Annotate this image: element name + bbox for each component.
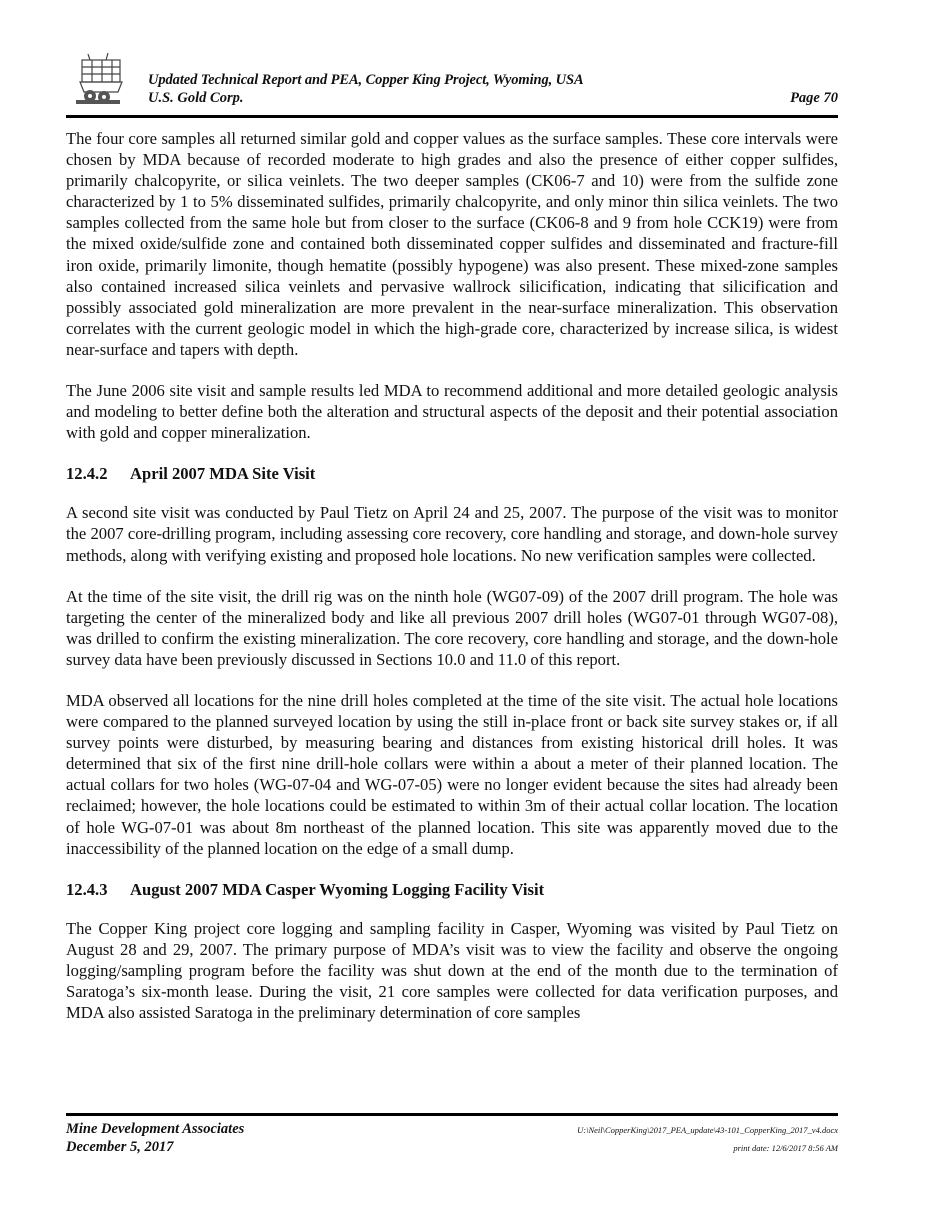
section-number: 12.4.2 [66,464,108,484]
report-title: Updated Technical Report and PEA, Copper King Project, Wyoming, USA [148,72,584,88]
page-header [66,52,838,116]
section-heading-12-4-3 [66,879,838,900]
paragraph-core-samples: The four core samples all returned similar gold and copper values as the surface samples. These core intervals were chosen by MDA because of recorded moderate to high grades and also the presence of either copper sulfides, primarily chalcopyrite, or silica veinlets. The two deeper samples (CK06-7 and 10) were from the sulfide zone characterized by 1 to 5% disseminated sulfides, primarily chalcopyrite, and only minor thin silica veinlets. The two samples collected from the same hole but from closer to the surface (CK06-8 and 9 from hole CCK19) were from the mixed oxide/sulfide zone and contained both disseminated copper sulfides and disseminated and fracture-fill iron oxide, primarily limonite, though hematite (possibly hypogene) was also present. These mixed-zone samples also contained increased silica veinlets and pervasive wallrock silicification, indicating that silicification and possibly associated gold mineralization are more prevalent in the near-surface mineralization. This observation correlates with the current geologic model in which the high-grade core, characterized by increase silica, is widest near-surface and tapers with depth. [66,129,838,359]
footer-divider [66,1113,838,1116]
header-divider [66,115,838,118]
paragraph-june-2006-visit: The June 2006 site visit and sample results led MDA to recommend additional and more detailed geologic analysis and modeling to better define both the alteration and structural aspects of the deposit and their potential association with gold and copper mineralization. [66,381,838,443]
footer-print-date: print date: 12/6/2017 8:56 AM [733,1143,838,1153]
mining-cart-logo-icon [68,52,130,112]
section-title: April 2007 MDA Site Visit [130,464,316,484]
paragraph-second-site-visit: A second site visit was conducted by Paul Tietz on April 24 and 25, 2007. The purpose of the visit was to monitor the 2007 core-drilling program, including assessing core recovery, core handling and storage, and down-hole survey methods, along with verifying existing and proposed hole locations. No new verification samples were collected. [66,503,838,565]
footer-date: December 5, 2017 [66,1139,174,1155]
paragraph-casper-facility: The Copper King project core logging and sampling facility in Casper, Wyoming was visited by Paul Tietz on August 28 and 29, 2007. The primary purpose of MDA’s visit was to view the facility and observe the ongoing logging/sampling program before the facility was shut down at the end of the month due to the termination of Saratoga’s six-month lease. During the visit, 21 core samples were collected for data verification purposes, and MDA also assisted Saratoga in the preliminary determination of core samples [66,918,838,1023]
paragraph-drill-rig: At the time of the site visit, the drill rig was on the ninth hole (WG07-09) of the 2007 drill program. The hole was targeting the center of the mineralized body and like all previous 2007 drill holes (WG07-01 through WG07-08), was drilled to confirm the existing mineralization. The core recovery, core handling and storage, and the down-hole survey data have been previously discussed in Sections 10.0 and 11.0 of this report. [66,586,838,669]
page-number: Page 70 [790,90,838,106]
company-name: U.S. Gold Corp. [148,90,244,106]
document-body [66,128,838,1043]
section-heading-12-4-2 [66,463,838,484]
section-number: 12.4.3 [66,879,108,899]
footer-file-path: U:\Neil\CopperKing\2017_PEA_update\43-101_CopperKing_2017_v4.docx [577,1125,838,1135]
paragraph-hole-locations: MDA observed all locations for the nine drill holes completed at the time of the site visit. The actual hole locations were compared to the planned surveyed location by using the still in-place front or back site survey stakes or, if all survey points were disturbed, by measuring bearing and distances from existing historical drill holes. It was determined that six of the first nine drill-hole collars were within a about a meter of their planned location. The actual collars for two holes (WG-07-04 and WG-07-05) were no longer evident because the sites had already been reclaimed; however, the hole locations could be estimated to within 3m of their actual collar location. The location of hole WG-07-01 was about 8m northeast of the planned location. This site was apparently moved due to the inaccessibility of the planned location on the edge of a small dump. [66,690,838,858]
footer-organization: Mine Development Associates [66,1121,245,1137]
section-title: August 2007 MDA Casper Wyoming Logging Facility Visit [130,879,545,899]
